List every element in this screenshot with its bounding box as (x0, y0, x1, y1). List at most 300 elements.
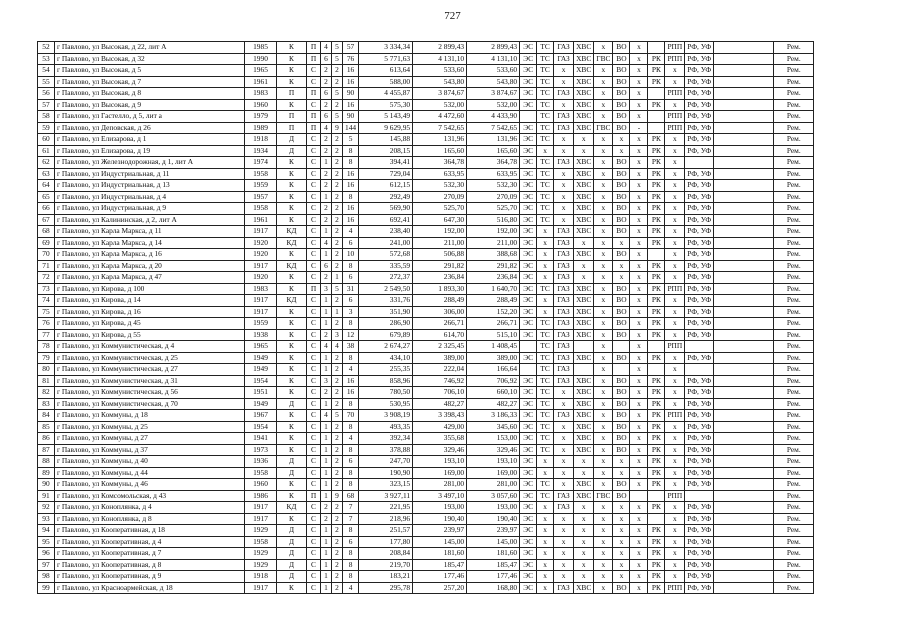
apartments-cell: 8 (343, 467, 359, 479)
repair-status-cell: Рем. (774, 502, 814, 514)
extra-cell: х (630, 536, 648, 548)
gas-cell: ГАЗ (554, 111, 574, 123)
total-area-cell: 2 549,50 (359, 283, 413, 295)
apartments-cell: 8 (343, 260, 359, 272)
wall-type-cell: С (307, 260, 321, 272)
electricity-cell: ЭС (520, 421, 537, 433)
equipment-cell: х (665, 387, 685, 399)
total-area-cell: 292,49 (359, 191, 413, 203)
table-row (38, 145, 814, 157)
total-area-cell: 392,34 (359, 433, 413, 445)
sewerage-cell: ВО (613, 433, 630, 445)
private-area-cell: 152,20 (467, 306, 520, 318)
row-number-cell: 72 (38, 272, 55, 284)
cold-water-cell: ХВС (574, 122, 594, 134)
heating-cell: ТС (537, 53, 554, 65)
living-area-cell: 257,20 (413, 582, 467, 594)
apartments-cell: 8 (343, 145, 359, 157)
private-area-cell: 211,00 (467, 237, 520, 249)
address-cell: г Павлово, ул Коммуны, д 37 (55, 444, 245, 456)
wall-type-cell: С (307, 467, 321, 479)
heating-cell: ТС (537, 111, 554, 123)
row-number-cell: 90 (38, 479, 55, 491)
cold-water-cell: ХВС (574, 76, 594, 88)
equipment-cell: х (665, 76, 685, 88)
gas-cell: ГАЗ (554, 226, 574, 238)
gas-cell: х (554, 571, 574, 583)
sewerage-cell: ВО (613, 318, 630, 330)
equipment-cell: х (665, 398, 685, 410)
gas-cell: ГАЗ (554, 329, 574, 341)
gas-cell: ГАЗ (554, 272, 574, 284)
electricity-cell: ЭС (520, 260, 537, 272)
chute-cell: РК (648, 65, 665, 77)
repair-status-cell: Рем. (774, 145, 814, 157)
heating-cell: х (537, 571, 554, 583)
floors-cell: 2 (332, 571, 343, 583)
chute-cell: РК (648, 398, 665, 410)
equipment-cell: х (665, 548, 685, 560)
funding-cell: РФ, УФ (685, 122, 714, 134)
total-area-cell: 351,90 (359, 306, 413, 318)
funding-cell: РФ, УФ (685, 53, 714, 65)
electricity-cell: ЭС (520, 444, 537, 456)
hot-water-cell: х (594, 134, 613, 146)
total-area-cell: 569,90 (359, 203, 413, 215)
blank-cell (714, 318, 774, 330)
address-cell: г Павлово, ул Высокая, д 22, лит А (55, 42, 245, 54)
table-row (38, 306, 814, 318)
apartments-cell: 16 (343, 168, 359, 180)
row-number-cell: 81 (38, 375, 55, 387)
floors-cell: 2 (332, 99, 343, 111)
cold-water-cell: х (574, 559, 594, 571)
blank-cell (714, 76, 774, 88)
hot-water-cell: х (594, 410, 613, 422)
gas-cell: х (554, 513, 574, 525)
funding-cell: РФ, УФ (685, 329, 714, 341)
private-area-cell: 131,96 (467, 134, 520, 146)
sewerage-cell: ВО (613, 191, 630, 203)
chute-cell: РК (648, 444, 665, 456)
apartments-cell: 144 (343, 122, 359, 134)
total-area-cell: 219,70 (359, 559, 413, 571)
electricity-cell: ЭС (520, 203, 537, 215)
private-area-cell: 515,10 (467, 329, 520, 341)
electricity-cell: ЭС (520, 582, 537, 594)
cold-water-cell: ХВС (574, 111, 594, 123)
entrances-cell: 6 (321, 260, 332, 272)
private-area-cell: 190,40 (467, 513, 520, 525)
electricity-cell: ЭС (520, 99, 537, 111)
blank-cell (714, 398, 774, 410)
total-area-cell: 190,90 (359, 467, 413, 479)
living-area-cell: 193,10 (413, 456, 467, 468)
gas-cell: х (554, 398, 574, 410)
table-row (38, 283, 814, 295)
apartments-cell: 6 (343, 295, 359, 307)
extra-cell: х (630, 283, 648, 295)
build-year-cell: 1990 (245, 53, 277, 65)
private-area-cell: 291,82 (467, 260, 520, 272)
private-area-cell: 516,80 (467, 214, 520, 226)
electricity-cell: ЭС (520, 490, 537, 502)
equipment-cell: х (665, 536, 685, 548)
extra-cell: х (630, 571, 648, 583)
blank-cell (714, 352, 774, 364)
sewerage-cell: х (613, 237, 630, 249)
electricity-cell: ЭС (520, 525, 537, 537)
repair-status-cell: Рем. (774, 582, 814, 594)
heating-cell: ТС (537, 203, 554, 215)
sewerage-cell: ВО (613, 398, 630, 410)
chute-cell: РК (648, 145, 665, 157)
build-year-cell: 1918 (245, 571, 277, 583)
funding-cell: РФ, УФ (685, 226, 714, 238)
floors-cell: 2 (332, 191, 343, 203)
heating-cell: ТС (537, 283, 554, 295)
hot-water-cell: х (594, 226, 613, 238)
total-area-cell: 331,76 (359, 295, 413, 307)
table-row (38, 502, 814, 514)
gas-cell: х (554, 467, 574, 479)
build-year-cell: 1959 (245, 318, 277, 330)
sewerage-cell: ВО (613, 53, 630, 65)
floors-cell: 3 (332, 329, 343, 341)
build-year-cell: 1961 (245, 214, 277, 226)
row-number-cell: 99 (38, 582, 55, 594)
heating-cell: ТС (537, 191, 554, 203)
material-cell: К (277, 283, 307, 295)
extra-cell: х (630, 387, 648, 399)
hot-water-cell: х (594, 99, 613, 111)
living-area-cell: 165,60 (413, 145, 467, 157)
build-year-cell: 1917 (245, 306, 277, 318)
apartments-cell: 7 (343, 513, 359, 525)
electricity-cell: ЭС (520, 88, 537, 100)
blank-cell (714, 42, 774, 54)
chute-cell: РК (648, 375, 665, 387)
sewerage-cell: ВО (613, 76, 630, 88)
private-area-cell: 236,84 (467, 272, 520, 284)
hot-water-cell: х (594, 157, 613, 169)
repair-status-cell: Рем. (774, 341, 814, 353)
apartments-cell: 8 (343, 157, 359, 169)
equipment-cell: РПП (665, 341, 685, 353)
floors-cell: 2 (332, 444, 343, 456)
electricity-cell (520, 111, 537, 123)
equipment-cell: х (665, 203, 685, 215)
hot-water-cell: х (594, 191, 613, 203)
heating-cell: ТС (537, 65, 554, 77)
entrances-cell: 1 (321, 571, 332, 583)
electricity-cell: ЭС (520, 329, 537, 341)
total-area-cell: 323,15 (359, 479, 413, 491)
funding-cell: РФ, УФ (685, 42, 714, 54)
wall-type-cell: С (307, 65, 321, 77)
extra-cell: х (630, 260, 648, 272)
material-cell: Д (277, 525, 307, 537)
total-area-cell: 5 143,49 (359, 111, 413, 123)
build-year-cell: 1917 (245, 582, 277, 594)
repair-status-cell: Рем. (774, 203, 814, 215)
build-year-cell: 1960 (245, 479, 277, 491)
wall-type-cell: С (307, 99, 321, 111)
material-cell: Д (277, 467, 307, 479)
wall-type-cell: С (307, 502, 321, 514)
apartments-cell: 8 (343, 548, 359, 560)
chute-cell: РК (648, 134, 665, 146)
living-area-cell: 177,46 (413, 571, 467, 583)
cold-water-cell: ХВС (574, 53, 594, 65)
hot-water-cell: х (594, 479, 613, 491)
address-cell: г Павлово, ул Елизарова, д 1 (55, 134, 245, 146)
private-area-cell: 169,00 (467, 467, 520, 479)
chute-cell (648, 513, 665, 525)
heating-cell: ТС (537, 398, 554, 410)
entrances-cell: 2 (321, 203, 332, 215)
material-cell: КД (277, 226, 307, 238)
address-cell: г Павлово, ул Карла Маркса, д 20 (55, 260, 245, 272)
chute-cell (648, 88, 665, 100)
blank-cell (714, 111, 774, 123)
private-area-cell: 185,47 (467, 559, 520, 571)
floors-cell: 2 (332, 203, 343, 215)
sewerage-cell: ВО (613, 421, 630, 433)
private-area-cell: 166,64 (467, 364, 520, 376)
address-cell: г Павлово, ул Высокая, д 7 (55, 76, 245, 88)
living-area-cell: 190,40 (413, 513, 467, 525)
material-cell: КД (277, 237, 307, 249)
hot-water-cell: х (594, 536, 613, 548)
table-row (38, 559, 814, 571)
heating-cell: х (537, 145, 554, 157)
gas-cell: х (554, 134, 574, 146)
living-area-cell: 525,70 (413, 203, 467, 215)
address-cell: г Павлово, ул Кирова, д 100 (55, 283, 245, 295)
equipment-cell: х (665, 467, 685, 479)
repair-status-cell: Рем. (774, 318, 814, 330)
material-cell: К (277, 76, 307, 88)
extra-cell: х (630, 329, 648, 341)
chute-cell: РК (648, 582, 665, 594)
funding-cell: РФ, УФ (685, 180, 714, 192)
cold-water-cell: ХВС (574, 42, 594, 54)
heating-cell: ТС (537, 352, 554, 364)
blank-cell (714, 548, 774, 560)
electricity-cell: ЭС (520, 548, 537, 560)
table-row (38, 191, 814, 203)
wall-type-cell: С (307, 421, 321, 433)
extra-cell: х (630, 226, 648, 238)
total-area-cell: 183,21 (359, 571, 413, 583)
equipment-cell: РПП (665, 111, 685, 123)
chute-cell: РК (648, 467, 665, 479)
wall-type-cell: С (307, 237, 321, 249)
build-year-cell: 1949 (245, 352, 277, 364)
equipment-cell: х (665, 226, 685, 238)
table-row (38, 329, 814, 341)
cold-water-cell (574, 341, 594, 353)
repair-status-cell: Рем. (774, 548, 814, 560)
total-area-cell: 145,88 (359, 134, 413, 146)
funding-cell: РФ, УФ (685, 295, 714, 307)
material-cell: Д (277, 536, 307, 548)
sewerage-cell: х (613, 525, 630, 537)
repair-status-cell: Рем. (774, 226, 814, 238)
apartments-cell: 8 (343, 444, 359, 456)
extra-cell: х (630, 76, 648, 88)
hot-water-cell: ГВС (594, 490, 613, 502)
sewerage-cell: ВО (613, 306, 630, 318)
repair-status-cell: Рем. (774, 122, 814, 134)
repair-status-cell: Рем. (774, 421, 814, 433)
sewerage-cell: ВО (613, 99, 630, 111)
wall-type-cell: С (307, 203, 321, 215)
cold-water-cell: ХВС (574, 249, 594, 261)
hot-water-cell: х (594, 433, 613, 445)
total-area-cell: 588,00 (359, 76, 413, 88)
equipment-cell: х (665, 444, 685, 456)
electricity-cell: ЭС (520, 375, 537, 387)
private-area-cell: 165,60 (467, 145, 520, 157)
extra-cell: х (630, 479, 648, 491)
wall-type-cell: С (307, 364, 321, 376)
funding-cell: РФ, УФ (685, 306, 714, 318)
sewerage-cell: х (613, 456, 630, 468)
private-area-cell: 3 186,33 (467, 410, 520, 422)
gas-cell: ГАЗ (554, 306, 574, 318)
chute-cell: РК (648, 76, 665, 88)
heating-cell: х (537, 502, 554, 514)
repair-status-cell: Рем. (774, 88, 814, 100)
private-area-cell: 1 408,45 (467, 341, 520, 353)
sewerage-cell: х (613, 145, 630, 157)
blank-cell (714, 410, 774, 422)
floors-cell: 5 (332, 53, 343, 65)
address-cell: г Павлово, ул Индустриальная, д 11 (55, 168, 245, 180)
heating-cell: ТС (537, 214, 554, 226)
funding-cell: РФ, УФ (685, 398, 714, 410)
electricity-cell: ЭС (520, 536, 537, 548)
equipment-cell: х (665, 329, 685, 341)
sewerage-cell: ВО (613, 249, 630, 261)
chute-cell (648, 341, 665, 353)
funding-cell: РФ, УФ (685, 513, 714, 525)
row-number-cell: 96 (38, 548, 55, 560)
floors-cell: 9 (332, 490, 343, 502)
repair-status-cell: Рем. (774, 134, 814, 146)
housing-register-table (37, 41, 814, 594)
funding-cell: РФ, УФ (685, 582, 714, 594)
repair-status-cell: Рем. (774, 490, 814, 502)
cold-water-cell: ХВС (574, 283, 594, 295)
apartments-cell: 8 (343, 352, 359, 364)
funding-cell: РФ, УФ (685, 111, 714, 123)
entrances-cell: 1 (321, 421, 332, 433)
cold-water-cell: х (574, 272, 594, 284)
material-cell: КД (277, 502, 307, 514)
row-number-cell: 62 (38, 157, 55, 169)
repair-status-cell: Рем. (774, 479, 814, 491)
floors-cell: 2 (332, 398, 343, 410)
build-year-cell: 1917 (245, 260, 277, 272)
sewerage-cell: ВО (613, 214, 630, 226)
chute-cell: РК (648, 214, 665, 226)
blank-cell (714, 421, 774, 433)
equipment-cell: х (665, 525, 685, 537)
entrances-cell: 1 (321, 433, 332, 445)
address-cell: г Павлово, ул Кирова, д 45 (55, 318, 245, 330)
entrances-cell: 1 (321, 467, 332, 479)
living-area-cell: 169,00 (413, 467, 467, 479)
extra-cell: х (630, 433, 648, 445)
entrances-cell: 2 (321, 65, 332, 77)
sewerage-cell: ВО (613, 582, 630, 594)
repair-status-cell: Рем. (774, 191, 814, 203)
table-body (38, 42, 814, 594)
living-area-cell: 429,00 (413, 421, 467, 433)
funding-cell: РФ, УФ (685, 479, 714, 491)
build-year-cell: 1949 (245, 364, 277, 376)
apartments-cell: 10 (343, 249, 359, 261)
row-number-cell: 83 (38, 398, 55, 410)
hot-water-cell: х (594, 352, 613, 364)
apartments-cell: 31 (343, 283, 359, 295)
blank-cell (714, 306, 774, 318)
build-year-cell: 1934 (245, 145, 277, 157)
gas-cell: ГАЗ (554, 157, 574, 169)
extra-cell: х (630, 53, 648, 65)
wall-type-cell: П (307, 88, 321, 100)
electricity-cell: ЭС (520, 513, 537, 525)
cold-water-cell: х (574, 525, 594, 537)
build-year-cell: 1929 (245, 525, 277, 537)
address-cell: г Павлово, ул Деповская, д 26 (55, 122, 245, 134)
address-cell: г Павлово, ул Железнодорожная, д 1, лит А (55, 157, 245, 169)
build-year-cell: 1929 (245, 548, 277, 560)
extra-cell: х (630, 410, 648, 422)
gas-cell: х (554, 76, 574, 88)
gas-cell: ГАЗ (554, 53, 574, 65)
gas-cell: ГАЗ (554, 364, 574, 376)
sewerage-cell: ВО (613, 479, 630, 491)
material-cell: К (277, 479, 307, 491)
material-cell: К (277, 387, 307, 399)
equipment-cell: РПП (665, 582, 685, 594)
funding-cell: РФ, УФ (685, 421, 714, 433)
equipment-cell: х (665, 502, 685, 514)
address-cell: г Павлово, ул Коммуны, д 18 (55, 410, 245, 422)
cold-water-cell: ХВС (574, 421, 594, 433)
material-cell: К (277, 421, 307, 433)
cold-water-cell: х (574, 548, 594, 560)
electricity-cell: ЭС (520, 571, 537, 583)
gas-cell: х (554, 180, 574, 192)
gas-cell: х (554, 214, 574, 226)
funding-cell: РФ, УФ (685, 571, 714, 583)
funding-cell: РФ, УФ (685, 237, 714, 249)
equipment-cell: РПП (665, 53, 685, 65)
living-area-cell: 633,95 (413, 168, 467, 180)
equipment-cell: х (665, 65, 685, 77)
sewerage-cell: ВО (613, 203, 630, 215)
address-cell: г Павлово, ул Коммунистическая, д 31 (55, 375, 245, 387)
chute-cell: РК (648, 260, 665, 272)
repair-status-cell: Рем. (774, 111, 814, 123)
extra-cell: х (630, 559, 648, 571)
hot-water-cell: х (594, 387, 613, 399)
